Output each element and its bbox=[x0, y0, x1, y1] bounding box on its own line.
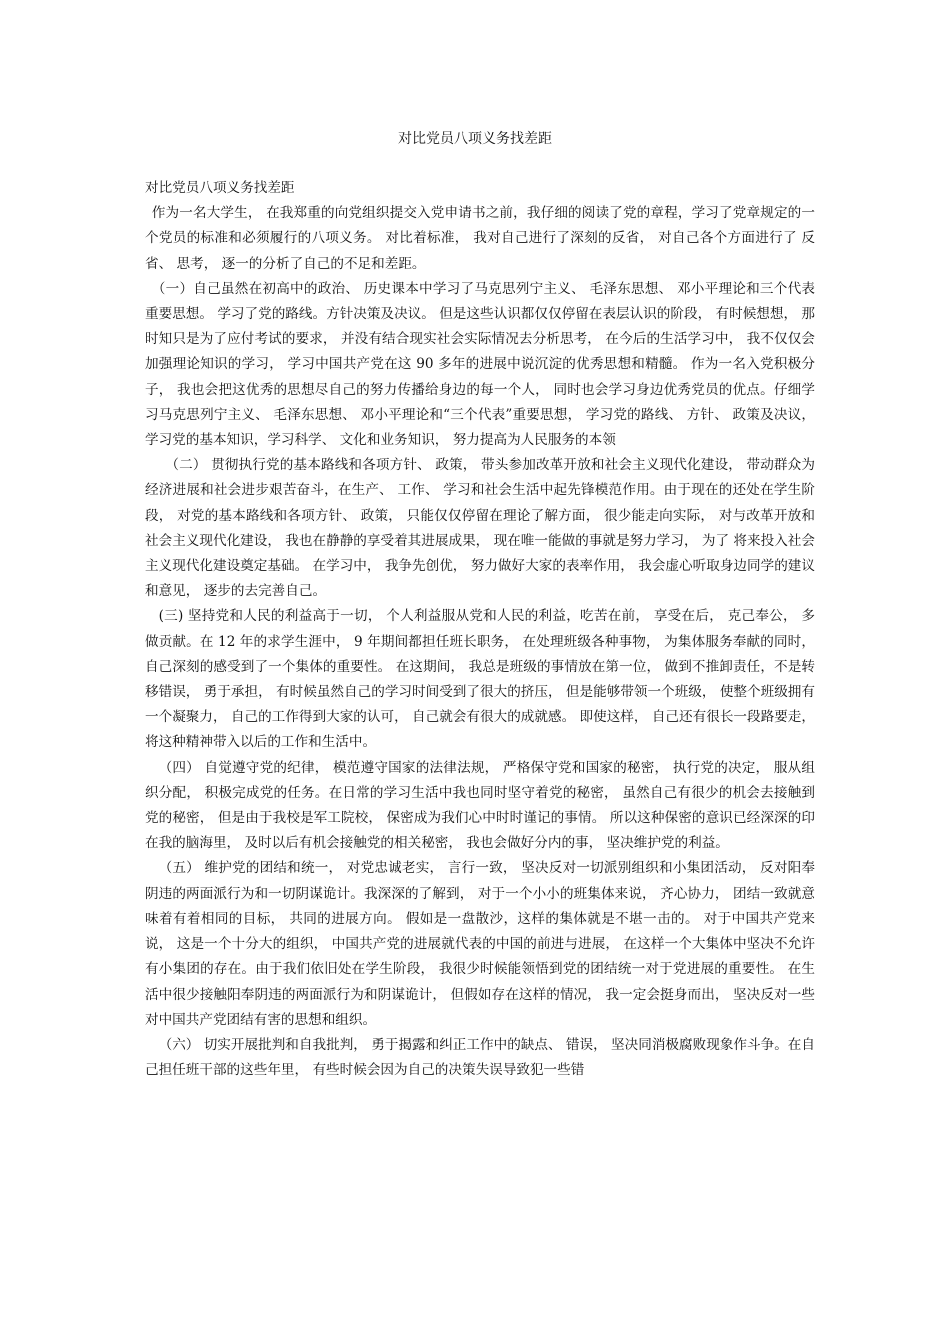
paragraph-4: （四） 自觉遵守党的纪律， 模范遵守国家的法律法规， 严格保守党和国家的秘密， 执行党的决定， 服从组织分配， 积极完成党的任务。在日常的学习生活中我也同时坚守着党的秘密， 虽然自己有很少的机会去接触到党的秘密， 但是由于我校是军工院校， 保密成为我们心中时时谨记的事情。 所以这种保密的意识已经深深的印在我的脑海里， 及时以后有机会接触党的相关秘密， 我也会做好分内的事， 坚决维护党的利益。 bbox=[145, 759, 815, 852]
paragraph-1: （一）自己虽然在初高中的政治、 历史课本中学习了马克思列宁主义、 毛泽东思想、 邓小平理论和三个代表重要思想。 学习了党的路线。方针决策及决议。 但是这些认识都仅仅停留在表层认识的阶段， 有时候想想， 那时知只是为了应付考试的要求， 并没有结合现实社会实际情况去分析思考， 在今后的生活学习中， 我不仅仅会加强理论知识的学习， 学习中国共产党在这 90 多年的进展中说沉淀的优秀思想和精髓。 作为一名入党积极分子， 我也会把这优秀的思想尽自己的努力传播给身边的每一个人， 同时也会学习身边优秀党员的优点。仔细学习马克思列宁主义、 毛泽东思想、 邓小平理论和“三个代表”重要思想， 学习党的路线、 方针、 政策及决议， 学习党的基本知识，学习科学、 文化和业务知识， 努力提高为人民服务的本领 bbox=[145, 280, 815, 449]
paragraph-3: (三) 坚持党和人民的利益高于一切， 个人利益服从党和人民的利益，吃苦在前， 享受在后， 克己奉公， 多做贡献。在 12 年的求学生涯中， 9 年期间都担任班长职务， 在处理班级各种事物， 为集体服务奉献的同时， 自己深刻的感受到了一个集体的重要性。 在这期间， 我总是班级的事情放在第一位， 做到不推卸责任，不是转移错误， 勇于承担， 有时候虽然自己的学习时间受到了很大的挤压， 但是能够带领一个班级， 使整个班级拥有一个凝聚力， 自己的工作得到大家的认可， 自己就会有很大的成就感。 即使这样， 自己还有很长一段路要走，将这种精神带入以后的工作和生活中。 bbox=[145, 608, 815, 751]
document-subtitle: 对比党员八项义务找差距 bbox=[145, 180, 295, 196]
paragraph-intro: 作为一名大学生， 在我郑重的向党组织提交入党申请书之前，我仔细的阅读了党的章程，学习了党章规定的一个党员的标准和必须履行的八项义务。 对比着标准， 我对自己进行了深刻的反省， 对自己各个方面进行了 反省、 思考， 逐一的分析了自己的不足和差距。 bbox=[145, 205, 815, 272]
paragraph-6: （六） 切实开展批判和自我批判， 勇于揭露和纠正工作中的缺点、 错误， 坚决同消极腐败现象作斗争。在自己担任班干部的这些年里， 有些时候会因为自己的决策失误导致犯一些错 bbox=[145, 1036, 815, 1079]
document-title: 对比党员八项义务找差距 bbox=[398, 131, 552, 147]
paragraph-5: （五） 维护党的团结和统一， 对党忠诚老实， 言行一致， 坚决反对一切派别组织和小集团活动， 反对阳奉阴违的两面派行为和一切阴谋诡计。我深深的了解到， 对于一个小小的班集体来说， 齐心协力， 团结一致就意味着有着相同的目标， 共同的进展方向。 假如是一盘散沙，这样的集体就是不堪一击的。 对于中国共产党来说， 这是一个十分大的组织， 中国共产党的进展就代表的中国的前进与进展， 在这样一个大集体中坚决不允许有小集团的存在。由于我们依旧处在学生阶段， 我很少时候能领悟到党的团结统一对于党进展的重要性。 在生活中很少接触阳奉阴违的两面派行为和阴谋诡计， 但假如存在这样的情况， 我一定会挺身而出， 坚决反对一些对中国共产党团结有害的思想和组织。 bbox=[145, 860, 815, 1028]
document-body bbox=[145, 176, 815, 1083]
paragraph-2: （二） 贯彻执行党的基本路线和各项方针、 政策， 带头参加改革开放和社会主义现代化建设， 带动群众为经济进展和社会进步艰苦奋斗，在生产、 工作、 学习和社会生活中起先锋模范作用。由于现在的还处在学生阶段， 对党的基本路线和各项方针、 政策， 只能仅仅停留在理论了解方面， 很少能走向实际， 对与改革开放和社会主义现代化建设， 我也在静静的享受着其进展成果， 现在唯一能做的事就是努力学习， 为了 将来投入社会主义现代化建设奠定基础。 在学习中， 我争先创优， 努力做好大家的表率作用， 我会虚心听取身边同学的建议和意见， 逐步的去完善自己。 bbox=[145, 457, 815, 600]
